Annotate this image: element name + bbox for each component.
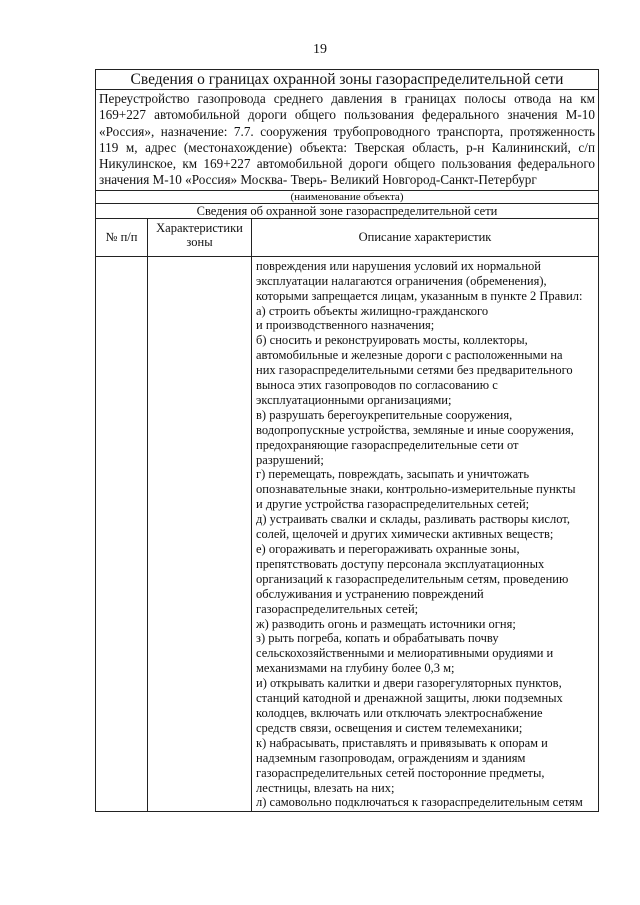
document-title: Сведения о границах охранной зоны газораспределительной сети [96,70,598,90]
page-number: 19 [313,42,327,57]
document-table [95,69,599,812]
cell-characteristic [148,257,252,811]
cell-number [96,257,148,811]
header-characteristic: Характеристики зоны [148,219,252,256]
table-row [96,257,598,811]
cell-description: повреждения или нарушения условий их нормальной эксплуатации налагаются ограничения (обременения), которыми запрещается лицам, указанным в пункте 2 Правил: а) строить объекты жилищно-гражданского и производственного назначения; б) сносить и реконструировать мосты, коллекторы, автомобильные и железные дороги с расположенными на них газораспределительными сетями без предварительного выноса этих газопроводов по согласованию с эксплуатационными организациями; в) разрушать берегоукрепительные сооружения, водопропускные устройства, земляные и иные сооружения, предохраняющие газораспределительные сети от разрушений; г) перемещать, повреждать, засыпать и уничтожать опознавательные знаки, контрольно-измерительные пункты и другие устройства газораспределительных сетей; д) устраивать свалки и склады, разливать растворы кислот, солей, щелочей и других химически активных веществ; е) огораживать и перегораживать охранные зоны, препятствовать доступу персонала эксплуатационных организаций к газораспределительным сетям, проведению обслуживания и устранению повреждений газораспределительных сетей; ж) разводить огонь и размещать источники огня; з) рыть погреба, копать и обрабатывать почву сельскохозяйственными и мелиоративными орудиями и механизмами на глубину более 0,3 м; и) открывать калитки и двери газорегуляторных пунктов, станций катодной и дренажной защиты, люки подземных колодцев, включать или отключать электроснабжение средств связи, освещения и систем телемеханики; к) набрасывать, приставлять и привязывать к опорам и надземным газопроводам, ограждениям и зданиям газораспределительных сетей посторонние предметы, лестницы, влезать на них; л) самовольно подключаться к газораспределительным сетям [256,258,583,810]
object-description: Переустройство газопровода среднего давления в границах полосы отвода на км 169+227 автомобильной дороги общего пользования федерального значения М-10 «Россия», назначение: 7.7. сооружения трубопроводного транспорта, протяженность 119 м, адрес (местонахождение) объекта: Тверская область, р-н Калининский, с/п Никулинское, км 169+227 автомобильной дороги общего пользования федерального значения М-10 «Россия» Москва- Тверь- Великий Новгород-Санкт-Петербург [96,90,598,191]
section-title: Сведения об охранной зоне газораспределительной сети [96,204,598,219]
header-number: № п/п [96,219,148,256]
table-header-row [96,219,598,257]
object-caption: (наименование объекта) [96,191,598,204]
header-description: Описание характеристик [358,230,492,245]
